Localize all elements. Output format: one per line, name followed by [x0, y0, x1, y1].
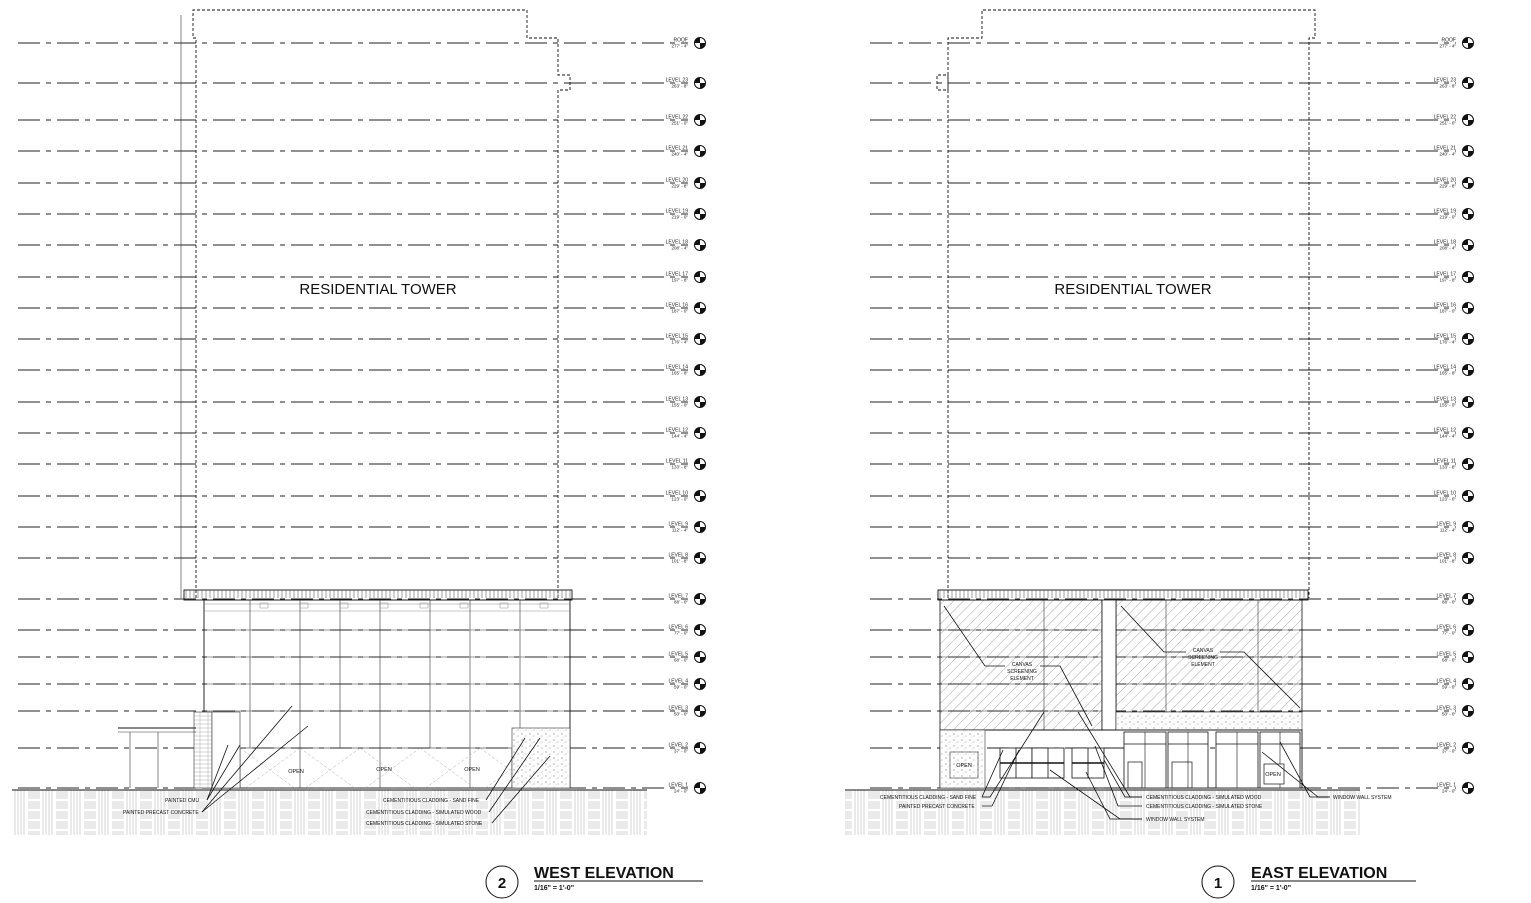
west-level-elevation: 50' - 0"	[674, 711, 688, 717]
level-datum-icon	[1463, 178, 1474, 189]
level-datum-icon	[695, 78, 706, 89]
west-level-name: LEVEL 9	[668, 521, 688, 528]
east-level-name: LEVEL 13	[1433, 396, 1456, 403]
east-tower-outline	[937, 10, 1315, 598]
west-callout-sim-stone: CEMENTITIOUS CLADDING - SIMULATED STONE	[366, 821, 483, 827]
west-level-elevation: 144' - 4"	[671, 433, 688, 439]
level-datum-icon	[1463, 522, 1474, 533]
level-datum-icon	[695, 625, 706, 636]
west-level-elevation: 112' - 4"	[671, 527, 688, 533]
level-datum-icon	[695, 491, 706, 502]
west-elevation-drawing	[12, 10, 703, 898]
east-level-name: LEVEL 4	[1436, 678, 1456, 685]
west-roof-railing	[186, 590, 570, 598]
level-datum-icon	[1463, 115, 1474, 126]
west-level-elevation: 88' - 0"	[674, 599, 688, 605]
west-ground-pavers	[12, 790, 647, 835]
west-view-number: 2	[497, 875, 507, 892]
east-level-name: LEVEL 23	[1433, 77, 1456, 84]
level-datum-icon	[1463, 272, 1474, 283]
east-level-elevation: 101' - 8"	[1439, 558, 1456, 564]
east-level-name: LEVEL 14	[1433, 364, 1456, 371]
west-level-elevation: 165' - 8"	[671, 370, 688, 376]
east-elevation-drawing	[845, 10, 1416, 898]
west-level-elevation: 155' - 0"	[671, 402, 688, 408]
east-level-name: LEVEL 16	[1433, 302, 1456, 309]
east-level-name: LEVEL 10	[1433, 490, 1456, 497]
east-level-elevation: 88' - 0"	[1442, 599, 1456, 605]
east-level-name: LEVEL 22	[1433, 114, 1456, 121]
west-level-name: LEVEL 22	[665, 114, 688, 121]
west-level-name: LEVEL 6	[668, 624, 688, 631]
west-level-name: LEVEL 4	[668, 678, 688, 685]
east-callout-sim-stone: CEMENTITIOUS CLADDING - SIMULATED STONE	[1146, 804, 1263, 810]
west-level-name: LEVEL 5	[668, 651, 688, 658]
east-callout-painted-precast: PAINTED PRECAST CONCRETE	[899, 804, 975, 810]
level-datum-icon	[1463, 743, 1474, 754]
level-datum-icon	[695, 679, 706, 690]
level-datum-icon	[1463, 652, 1474, 663]
east-level-name: ROOF	[1441, 37, 1456, 44]
east-canvas-label-left: SCREENING	[1007, 669, 1037, 675]
east-callout-window-wall: WINDOW WALL SYSTEM	[1146, 817, 1205, 823]
level-datum-icon	[695, 240, 706, 251]
east-level-name: LEVEL 8	[1436, 552, 1456, 559]
west-cmu-wall	[194, 712, 212, 788]
level-datum-icon	[1463, 706, 1474, 717]
east-level-elevation: 251' - 0"	[1439, 120, 1456, 126]
west-level-name: LEVEL 8	[668, 552, 688, 559]
level-datum-icon	[695, 209, 706, 220]
west-tower-label: RESIDENTIAL TOWER	[299, 281, 457, 298]
east-level-elevation: 176' - 4"	[1439, 339, 1456, 345]
east-level-name: LEVEL 7	[1436, 593, 1456, 600]
west-level-elevation: 219' - 0"	[671, 214, 688, 220]
east-level-name: LEVEL 19	[1433, 208, 1456, 215]
east-tower-label: RESIDENTIAL TOWER	[1054, 281, 1212, 298]
level-datum-icon	[1463, 594, 1474, 605]
west-level-elevation: 263' - 8"	[671, 83, 688, 89]
west-callout-painted-cmu: PAINTED CMU	[165, 798, 200, 804]
level-datum-icon	[695, 397, 706, 408]
level-datum-icon	[695, 706, 706, 717]
level-datum-icon	[695, 365, 706, 376]
level-datum-icon	[1463, 38, 1474, 49]
west-level-elevation: 251' - 0"	[671, 120, 688, 126]
east-level-name: LEVEL 9	[1436, 521, 1456, 528]
east-level-elevation: 77' - 0"	[1442, 630, 1456, 636]
east-level-elevation: 144' - 4"	[1439, 433, 1456, 439]
west-open-label: OPEN	[288, 769, 304, 775]
east-level-elevation: 123' - 0"	[1439, 496, 1456, 502]
west-level-name: LEVEL 21	[665, 145, 688, 152]
west-level-name: LEVEL 13	[665, 396, 688, 403]
west-level-elevation: 37' - 0"	[674, 748, 688, 754]
east-level-name: LEVEL 17	[1433, 271, 1456, 278]
west-level-elevation: 176' - 4"	[671, 339, 688, 345]
east-level-elevation: 208' - 4"	[1439, 245, 1456, 251]
east-level-elevation: 155' - 0"	[1439, 402, 1456, 408]
east-callout-sim-wood: CEMENTITIOUS CLADDING - SIMULATED WOOD	[1146, 795, 1262, 801]
west-level-name: LEVEL 17	[665, 271, 688, 278]
level-datum-icon	[695, 272, 706, 283]
level-datum-icon	[695, 783, 706, 794]
level-datum-icon	[695, 594, 706, 605]
west-level-elevation: 77' - 0"	[674, 630, 688, 636]
east-level-elevation: 50' - 0"	[1442, 711, 1456, 717]
west-level-name: ROOF	[673, 37, 688, 44]
level-datum-icon	[695, 38, 706, 49]
level-lines-west	[18, 38, 706, 794]
east-level-elevation: 37' - 0"	[1442, 748, 1456, 754]
level-datum-icon	[1463, 783, 1474, 794]
level-datum-icon	[695, 178, 706, 189]
east-level-elevation: 165' - 8"	[1439, 370, 1456, 376]
west-level-name: LEVEL 1	[668, 782, 688, 789]
east-level-name: LEVEL 5	[1436, 651, 1456, 658]
east-canvas-label-right: CANVAS	[1192, 648, 1214, 654]
east-level-elevation: 59' - 0"	[1442, 684, 1456, 690]
east-roof-railing	[940, 590, 1304, 598]
level-datum-icon	[695, 553, 706, 564]
east-level-name: LEVEL 18	[1433, 239, 1456, 246]
east-open-label: OPEN	[1265, 772, 1281, 778]
west-level-name: LEVEL 20	[665, 177, 688, 184]
east-canvas-label-right: ELEMENT	[1191, 662, 1215, 668]
west-callout-sand-fine: CEMENTITIOUS CLADDING - SAND FINE	[383, 798, 480, 804]
east-callout-sand-fine: CEMENTITIOUS CLADDING - SAND FINE	[880, 795, 977, 801]
west-open-label: OPEN	[464, 767, 480, 773]
west-level-elevation: 229' - 8"	[671, 183, 688, 189]
west-level-elevation: 277' - 4"	[671, 43, 688, 49]
east-level-elevation: 24' - 0"	[1442, 788, 1456, 794]
west-level-elevation: 208' - 4"	[671, 245, 688, 251]
west-view-scale: 1/16" = 1'-0"	[534, 885, 575, 892]
west-level-elevation: 68' - 0"	[674, 657, 688, 663]
east-level-elevation: 68' - 0"	[1442, 657, 1456, 663]
level-datum-icon	[695, 743, 706, 754]
level-datum-icon	[695, 115, 706, 126]
level-datum-icon	[1463, 146, 1474, 157]
east-level-elevation: 240' - 4"	[1439, 151, 1456, 157]
east-level-name: LEVEL 2	[1436, 742, 1456, 749]
west-level-name: LEVEL 15	[665, 333, 688, 340]
west-level-name: LEVEL 7	[668, 593, 688, 600]
east-callout-window-wall-right: WINDOW WALL SYSTEM	[1333, 795, 1392, 801]
level-datum-icon	[695, 652, 706, 663]
level-datum-icon	[1463, 209, 1474, 220]
west-level-elevation: 187' - 0"	[671, 308, 688, 314]
west-level-elevation: 133' - 8"	[671, 464, 688, 470]
west-level-elevation: 197' - 8"	[671, 277, 688, 283]
level-datum-icon	[1463, 491, 1474, 502]
east-open-label: OPEN	[956, 763, 972, 769]
level-datum-icon	[1463, 679, 1474, 690]
east-canvas-label-right: SCREENING	[1188, 655, 1218, 661]
east-level-elevation: 229' - 8"	[1439, 183, 1456, 189]
west-callout-painted-precast: PAINTED PRECAST CONCRETE	[123, 810, 199, 816]
east-level-elevation: 187' - 0"	[1439, 308, 1456, 314]
east-level-name: LEVEL 11	[1434, 458, 1456, 465]
west-level-elevation: 24' - 0"	[674, 788, 688, 794]
west-level-elevation: 101' - 8"	[671, 558, 688, 564]
level-datum-icon	[695, 334, 706, 345]
east-level-elevation: 197' - 8"	[1439, 277, 1456, 283]
east-level-name: LEVEL 12	[1433, 427, 1456, 434]
level-datum-icon	[1463, 334, 1474, 345]
west-level-name: LEVEL 10	[665, 490, 688, 497]
east-level-elevation: 133' - 8"	[1439, 464, 1456, 470]
west-level-name: LEVEL 2	[668, 742, 688, 749]
level-datum-icon	[1463, 303, 1474, 314]
east-window-wall	[1000, 732, 1300, 788]
west-level-elevation: 240' - 4"	[671, 151, 688, 157]
east-level-name: LEVEL 1	[1436, 782, 1456, 789]
level-datum-icon	[1463, 365, 1474, 376]
level-datum-icon	[1463, 78, 1474, 89]
level-datum-icon	[1463, 625, 1474, 636]
west-level-elevation: 123' - 0"	[671, 496, 688, 502]
level-datum-icon	[695, 522, 706, 533]
west-level-name: LEVEL 14	[665, 364, 688, 371]
east-level-elevation: 277' - 4"	[1439, 43, 1456, 49]
level-datum-icon	[695, 146, 706, 157]
level-datum-icon	[1463, 240, 1474, 251]
east-view-number: 1	[1213, 875, 1223, 892]
east-canvas-label-left: CANVAS	[1011, 662, 1033, 668]
level-datum-icon	[695, 303, 706, 314]
west-level-elevation: 59' - 0"	[674, 684, 688, 690]
level-datum-icon	[695, 459, 706, 470]
west-level-name: LEVEL 18	[665, 239, 688, 246]
west-level-name: LEVEL 11	[666, 458, 688, 465]
level-datum-icon	[695, 428, 706, 439]
level-datum-icon	[1463, 428, 1474, 439]
level-datum-icon	[1463, 553, 1474, 564]
west-tower-outline	[193, 10, 570, 598]
east-level-name: LEVEL 15	[1433, 333, 1456, 340]
west-stone-base	[512, 728, 570, 788]
east-column	[1102, 600, 1116, 730]
east-level-name: LEVEL 3	[1436, 705, 1456, 712]
west-open-label: OPEN	[376, 767, 392, 773]
west-level-name: LEVEL 12	[665, 427, 688, 434]
west-level-name: LEVEL 3	[668, 705, 688, 712]
west-level-name: LEVEL 16	[665, 302, 688, 309]
west-level-name: LEVEL 23	[665, 77, 688, 84]
west-level-name: LEVEL 19	[665, 208, 688, 215]
west-view-title: WEST ELEVATION	[534, 865, 674, 882]
east-view-scale: 1/16" = 1'-0"	[1251, 885, 1292, 892]
east-level-name: LEVEL 6	[1436, 624, 1456, 631]
east-level-elevation: 263' - 8"	[1439, 83, 1456, 89]
east-level-elevation: 112' - 4"	[1439, 527, 1456, 533]
east-view-title: EAST ELEVATION	[1251, 865, 1388, 882]
east-level-name: LEVEL 20	[1433, 177, 1456, 184]
level-datum-icon	[1463, 397, 1474, 408]
east-canvas-label-left: ELEMENT	[1010, 676, 1034, 682]
east-level-name: LEVEL 21	[1433, 145, 1456, 152]
west-callout-sim-wood: CEMENTITIOUS CLADDING - SIMULATED WOOD	[366, 810, 482, 816]
level-datum-icon	[1463, 459, 1474, 470]
east-level-elevation: 219' - 0"	[1439, 214, 1456, 220]
